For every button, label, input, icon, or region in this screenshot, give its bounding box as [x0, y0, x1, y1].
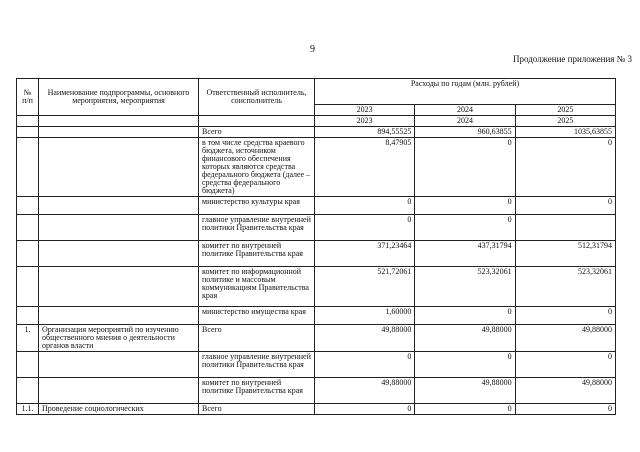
repeat-year: 2024 — [415, 116, 515, 127]
row-value-2025: 0 — [515, 404, 615, 415]
row-executor: министерство имущества края — [199, 307, 315, 325]
row-number — [17, 127, 39, 138]
row-value-2023: 0 — [315, 215, 415, 241]
appendix-note: Продолжение приложения № 3 — [512, 54, 632, 64]
table-row — [17, 127, 616, 138]
row-value-2024: 0 — [415, 197, 515, 215]
row-value-2025: 0 — [515, 197, 615, 215]
row-value-2023: 49,88000 — [315, 325, 415, 352]
table-row — [17, 378, 616, 404]
row-number — [17, 138, 39, 197]
row-value-2025: 523,32061 — [515, 267, 615, 307]
row-executor: в том числе средства краевого бюджета, источником финансового обеспечения которых являются средства федерального бюджета (далее – средства федерального бюджета) — [199, 138, 315, 197]
row-number — [17, 215, 39, 241]
row-number — [17, 267, 39, 307]
row-name — [39, 378, 199, 404]
row-executor: комитет по информационной политике и массовым коммуникациям Правительства края — [199, 267, 315, 307]
table-row — [17, 241, 616, 267]
table-row — [17, 325, 616, 352]
row-name — [39, 267, 199, 307]
row-value-2024: 49,88000 — [415, 378, 515, 404]
row-value-2024: 523,32061 — [415, 267, 515, 307]
row-value-2023: 371,23464 — [315, 241, 415, 267]
empty-cell — [17, 116, 39, 127]
row-value-2025: 1035,63855 — [515, 127, 615, 138]
row-name — [39, 197, 199, 215]
row-value-2024: 0 — [415, 307, 515, 325]
row-executor: Всего — [199, 127, 315, 138]
row-number — [17, 307, 39, 325]
row-value-2024: 0 — [415, 138, 515, 197]
repeat-year: 2023 — [315, 116, 415, 127]
header-year: 2023 — [315, 105, 415, 116]
row-executor: комитет по внутренней политике Правительства края — [199, 241, 315, 267]
table-row — [17, 404, 616, 415]
row-value-2024: 437,31794 — [415, 241, 515, 267]
page-number: 9 — [310, 44, 315, 55]
row-number — [17, 241, 39, 267]
header-num: № п/п — [17, 79, 39, 116]
row-number — [17, 197, 39, 215]
header-executor: Ответственный исполнитель, соисполнитель — [199, 79, 315, 116]
row-value-2024: 49,88000 — [415, 325, 515, 352]
row-name — [39, 127, 199, 138]
row-value-2025: 49,88000 — [515, 325, 615, 352]
row-name — [39, 307, 199, 325]
table-row — [17, 267, 616, 307]
row-value-2023: 1,60000 — [315, 307, 415, 325]
header-expenses: Расходы по годам (млн. рублей) — [315, 79, 616, 105]
row-executor: комитет по внутренней политике Правительства края — [199, 378, 315, 404]
row-value-2024: 0 — [415, 352, 515, 378]
repeat-year: 2025 — [515, 116, 615, 127]
row-value-2024: 0 — [415, 215, 515, 241]
row-name — [39, 352, 199, 378]
row-value-2025 — [515, 215, 615, 241]
table-row — [17, 215, 616, 241]
table-row — [17, 352, 616, 378]
row-value-2025: 0 — [515, 307, 615, 325]
table-row — [17, 138, 616, 197]
row-value-2023: 521,72061 — [315, 267, 415, 307]
row-value-2025: 0 — [515, 138, 615, 197]
empty-cell — [39, 116, 199, 127]
row-value-2025: 512,31794 — [515, 241, 615, 267]
table-row — [17, 307, 616, 325]
row-value-2023: 0 — [315, 197, 415, 215]
row-name — [39, 241, 199, 267]
row-executor: Всего — [199, 325, 315, 352]
row-value-2023: 49,88000 — [315, 378, 415, 404]
header-year: 2025 — [515, 105, 615, 116]
row-value-2024: 960,63855 — [415, 127, 515, 138]
row-name: Организация мероприятий по изучению общественного мнения о деятельности органов власти — [39, 325, 199, 352]
row-executor: главное управление внутренней политики Правительства края — [199, 215, 315, 241]
row-value-2023: 0 — [315, 352, 415, 378]
row-executor: Всего — [199, 404, 315, 415]
row-value-2023: 0 — [315, 404, 415, 415]
row-executor: министерство культуры края — [199, 197, 315, 215]
row-value-2023: 894,55525 — [315, 127, 415, 138]
row-number — [17, 352, 39, 378]
row-name — [39, 215, 199, 241]
header-name: Наименование подпрограммы, основного мероприятия, мероприятия — [39, 79, 199, 116]
row-value-2023: 8,47905 — [315, 138, 415, 197]
row-number: 1.1. — [17, 404, 39, 415]
budget-table — [16, 78, 616, 415]
row-value-2024: 0 — [415, 404, 515, 415]
row-value-2025: 0 — [515, 352, 615, 378]
row-number — [17, 378, 39, 404]
header-row — [17, 79, 616, 105]
repeat-years-row — [17, 116, 616, 127]
header-year: 2024 — [415, 105, 515, 116]
row-number: 1. — [17, 325, 39, 352]
row-name — [39, 138, 199, 197]
table-body — [17, 127, 616, 415]
row-name: Проведение социологических — [39, 404, 199, 415]
empty-cell — [199, 116, 315, 127]
table-row — [17, 197, 616, 215]
row-executor: главное управление внутренней политики Правительства края — [199, 352, 315, 378]
row-value-2025: 49,88000 — [515, 378, 615, 404]
